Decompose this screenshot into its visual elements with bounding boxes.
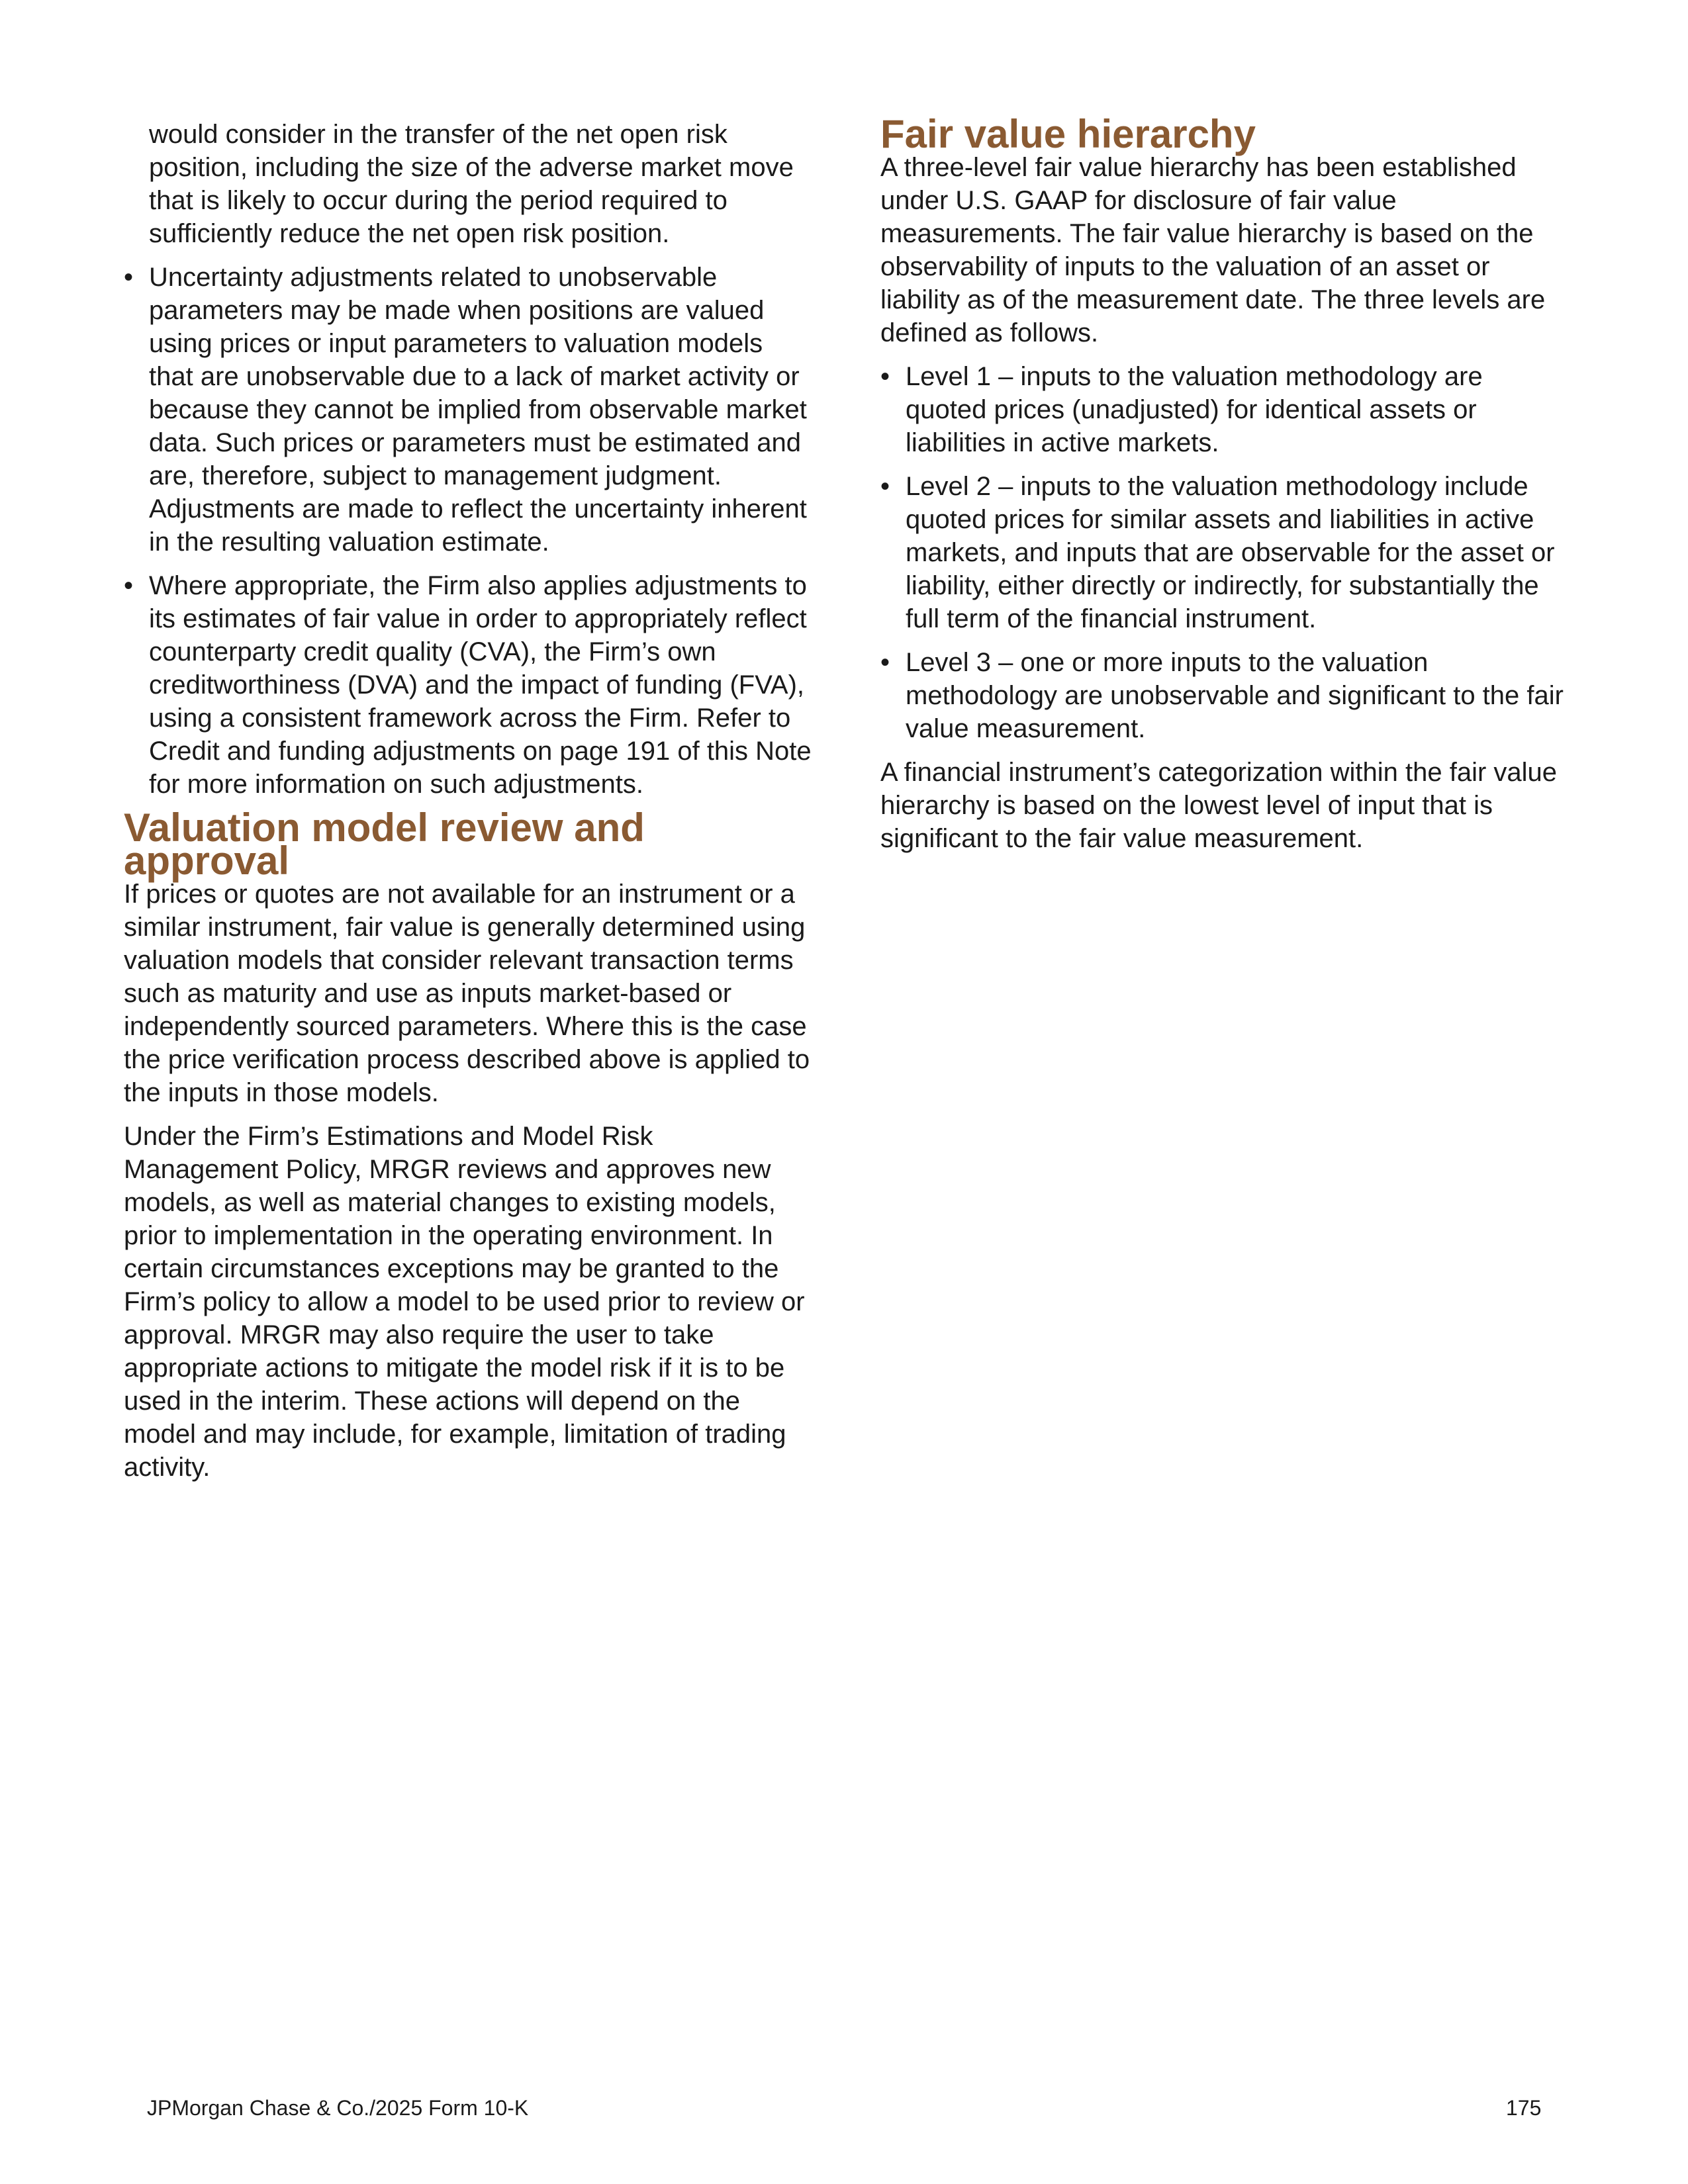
- list-item: • Level 2 – inputs to the valuation methodology include quoted prices for similar assets and liabilities in active markets, and inputs that are observable for the asset or liability, either directly or indirectly, for substantially the full term of the financial instrument.: [880, 470, 1569, 635]
- levels-bullet-list: [880, 360, 1569, 745]
- adjustments-bullet-list: [124, 261, 812, 801]
- section-heading-valuation-model: Valuation model review and approval: [124, 805, 645, 883]
- continued-bullet-text: would consider in the transfer of the net open risk position, including the size of the adverse market move that is likely to occur during the period required to sufficiently reduce the net open risk position.: [149, 120, 794, 248]
- paragraph: Under the Firm’s Estimations and Model Risk Management Policy, MRGR reviews and approves new models, as well as material changes to existing models, prior to implementation in the operating environment. In certain circumstances exceptions may be granted to the Firm’s policy to allow a model to be used prior to review or approval. MRGR may also require the user to take appropriate actions to mitigate the model risk if it is to be used in the interim. These actions will depend on the model and may include, for example, limitation of trading activity.: [124, 1122, 805, 1482]
- paragraph: A three-level fair value hierarchy has been established under U.S. GAAP for disclosure of fair value measurements. The fair value hierarchy is based on the observability of inputs to the valuation of an asset or liability as of the measurement date. The three levels are defined as follows.: [880, 153, 1546, 347]
- paragraph: If prices or quotes are not available for an instrument or a similar instrument, fair value is generally determined using valuation models that consider relevant transaction terms such as maturity and use as inputs market-based or independently sourced parameters. Where this is the case the price verification process described above is applied to the inputs in those models.: [124, 880, 810, 1107]
- section-heading-fair-value-hierarchy: Fair value hierarchy: [880, 112, 1256, 156]
- list-item: • Level 1 – inputs to the valuation methodology are quoted prices (unadjusted) for identical assets or liabilities in active markets.: [880, 360, 1569, 459]
- right-column: [880, 112, 1569, 866]
- footer-publication: JPMorgan Chase & Co./2025 Form 10-K: [147, 2096, 529, 2120]
- footer-page-number: 175: [1506, 2096, 1542, 2120]
- list-item: • Where appropriate, the Firm also applies adjustments to its estimates of fair value in order to appropriately reflect counterparty credit quality (CVA), the Firm’s own creditworthiness (DVA) and the impact of funding (FVA), using a consistent framework across the Firm. Refer to Credit and funding adjustments on page 191 of this Note for more information on such adjustments.: [124, 569, 812, 801]
- left-column: [124, 118, 812, 1494]
- list-item: • Level 3 – one or more inputs to the valuation methodology are unobservable and significant to the fair value measurement.: [880, 646, 1569, 745]
- paragraph: A financial instrument’s categorization within the fair value hierarchy is based on the lowest level of input that is significant to the fair value measurement.: [880, 758, 1558, 853]
- list-item: • Uncertainty adjustments related to unobservable parameters may be made when positions are valued using prices or input parameters to valuation models that are unobservable due to a lack of market activity or because they cannot be implied from observable market data. Such prices or parameters must be estimated and are, therefore, subject to management judgment. Adjustments are made to reflect the uncertainty inherent in the resulting valuation estimate.: [124, 261, 812, 559]
